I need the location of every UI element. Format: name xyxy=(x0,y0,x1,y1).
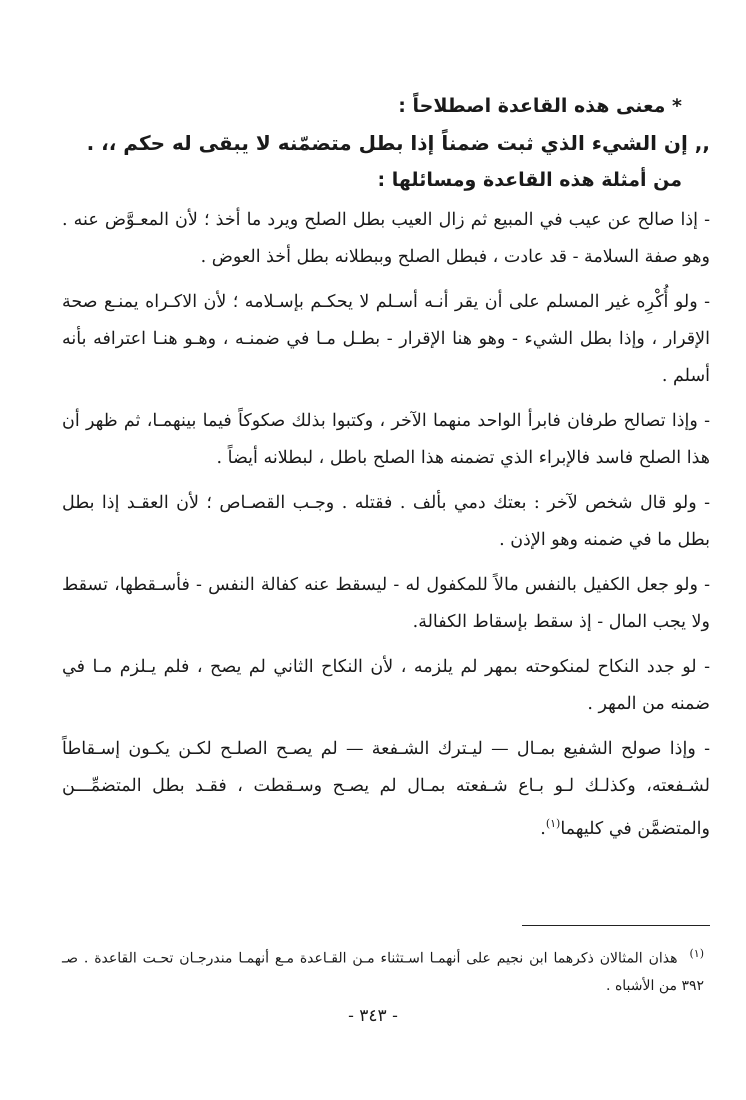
example-paragraph-text: - وإذا صولح الشفيع بمـال — ليـترك الشـفعة — لم يصـح الصلـح لكـن يكـون إسـقاطاً لشـفعته، وكذلـك لـو بـاع شـفعته بمـال لم يصـح وسـقطت ، فقـد بطل المتضمِّـــن والمتضمَّن في كليهما xyxy=(62,739,710,839)
footnote-reference[interactable]: (١) xyxy=(545,817,561,830)
rule-statement: ,, إن الشيء الذي ثبت ضمناً إذا بطل متضمّنه لا يبقى له حكم ،، . xyxy=(86,131,710,155)
footnote xyxy=(62,940,710,1000)
page-number: - ٣٤٣ - xyxy=(348,1006,398,1026)
example-paragraph: - ولو قال شخص لآخر : بعتك دمي بألف . فقتله . وجـب القصـاص ؛ لأن العقـد إذا بطل بطل ما في ضمنه وهو الإذن . xyxy=(62,493,710,550)
example-paragraph-last xyxy=(62,731,710,848)
footnote-text: هذان المثالان ذكرهما ابن نجيم على أنهمـا اسـتثناء مـن القـاعدة مـع أنهمـا مندرجـان تحـت القاعدة . صـ ٣٩٢ من الأشباه . xyxy=(62,950,704,994)
example-paragraph: - وإذا تصالح طرفان فابرأ الواحد منهما الآخر ، وكتبوا بذلك صكوكاً فيما بينهمـا، ثم ظهر أن هذا الصلح فاسد فالإبراء الذي تضمنه هذا الصلح باطل ، لبطلانه أيضاً . xyxy=(62,411,710,468)
example-paragraph: - إذا صالح عن عيب في المبيع ثم زال العيب بطل الصلح ويرد ما أخذ ؛ لأن المعـوَّض عنه . وهو صفة السلامة - قد عادت ، فبطل الصلح وببطلانه بطل أخذ العوض . xyxy=(62,210,710,267)
footnote-divider xyxy=(522,925,710,926)
page-body xyxy=(62,88,710,856)
heading-meaning: * معنى هذه القاعدة اصطلاحاً : xyxy=(398,95,682,117)
paragraph-end: . xyxy=(540,818,546,839)
footnotes-section xyxy=(62,925,710,1000)
example-paragraph: - ولو أُكْرِه غير المسلم على أن يقر أنـه أسـلم لا يحكـم بإسـلامه ؛ لأن الاكـراه يمنـع صحة الإقرار ، وإذا بطل الشيء - وهو هنا الإقرار - بطـل مـا في ضمنـه ، وهـو هنـا اعترافه بأنه أسلم . xyxy=(62,292,710,386)
example-paragraph: - لو جدد النكاح لمنكوحته بمهر لم يلزمه ، لأن النكاح الثاني لم يصح ، فلم يـلزم مـا في ضمنه من المهر . xyxy=(62,657,710,714)
heading-examples: من أمثلة هذه القاعدة ومسائلها : xyxy=(377,169,682,191)
example-paragraph: - ولو جعل الكفيل بالنفس مالاً للمكفول له - ليسقط عنه كفالة النفس - فأسـقطها، تسقط ولا يجب المال - إذ سقط بإسقاط الكفالة. xyxy=(62,575,710,632)
footnote-mark: (١) xyxy=(689,947,704,960)
